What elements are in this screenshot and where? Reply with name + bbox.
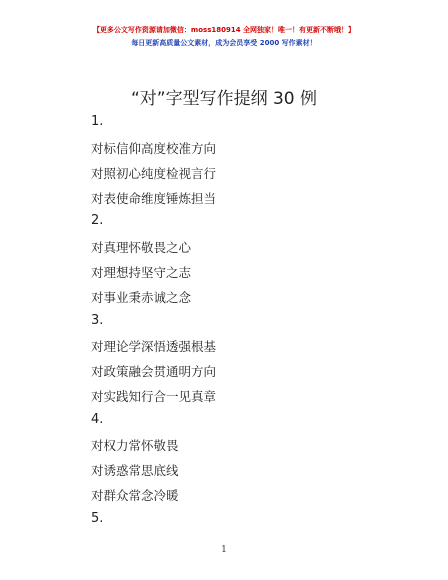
outline-item: 对事业秉赤诚之念 xyxy=(91,290,192,305)
document-title: “对”字型写作提纲 30 例 xyxy=(130,89,318,109)
section-number: 5. xyxy=(91,511,104,526)
outline-item: 对照初心纯度检视言行 xyxy=(91,166,217,181)
section-number: 1. xyxy=(91,114,104,129)
outline-item: 对理想持坚守之志 xyxy=(91,265,192,280)
page-number: 1 xyxy=(221,545,227,555)
promo-banner-red: 【更多公文写作资源请加微信：moss180914 全网独家！唯一！有更新不断哦！】 xyxy=(92,26,356,34)
outline-item: 对理论学深悟透强根基 xyxy=(91,339,217,354)
section-number: 2. xyxy=(91,213,104,228)
outline-item: 对实践知行合一见真章 xyxy=(91,389,217,404)
section-number: 3. xyxy=(91,313,104,328)
outline-item: 对真理怀敬畏之心 xyxy=(91,240,192,255)
section-number: 4. xyxy=(91,412,104,427)
outline-item: 对群众常念冷暖 xyxy=(91,488,179,503)
outline-item: 对表使命维度锤炼担当 xyxy=(91,191,217,206)
outline-item: 对权力常怀敬畏 xyxy=(91,438,179,453)
outline-item: 对政策融会贯通明方向 xyxy=(91,364,217,379)
promo-banner-blue: 每日更新高质量公文素材，成为会员享受 2000 写作素材！ xyxy=(131,39,317,47)
outline-item: 对标信仰高度校准方向 xyxy=(91,141,217,156)
outline-item: 对诱惑常思底线 xyxy=(91,463,179,478)
